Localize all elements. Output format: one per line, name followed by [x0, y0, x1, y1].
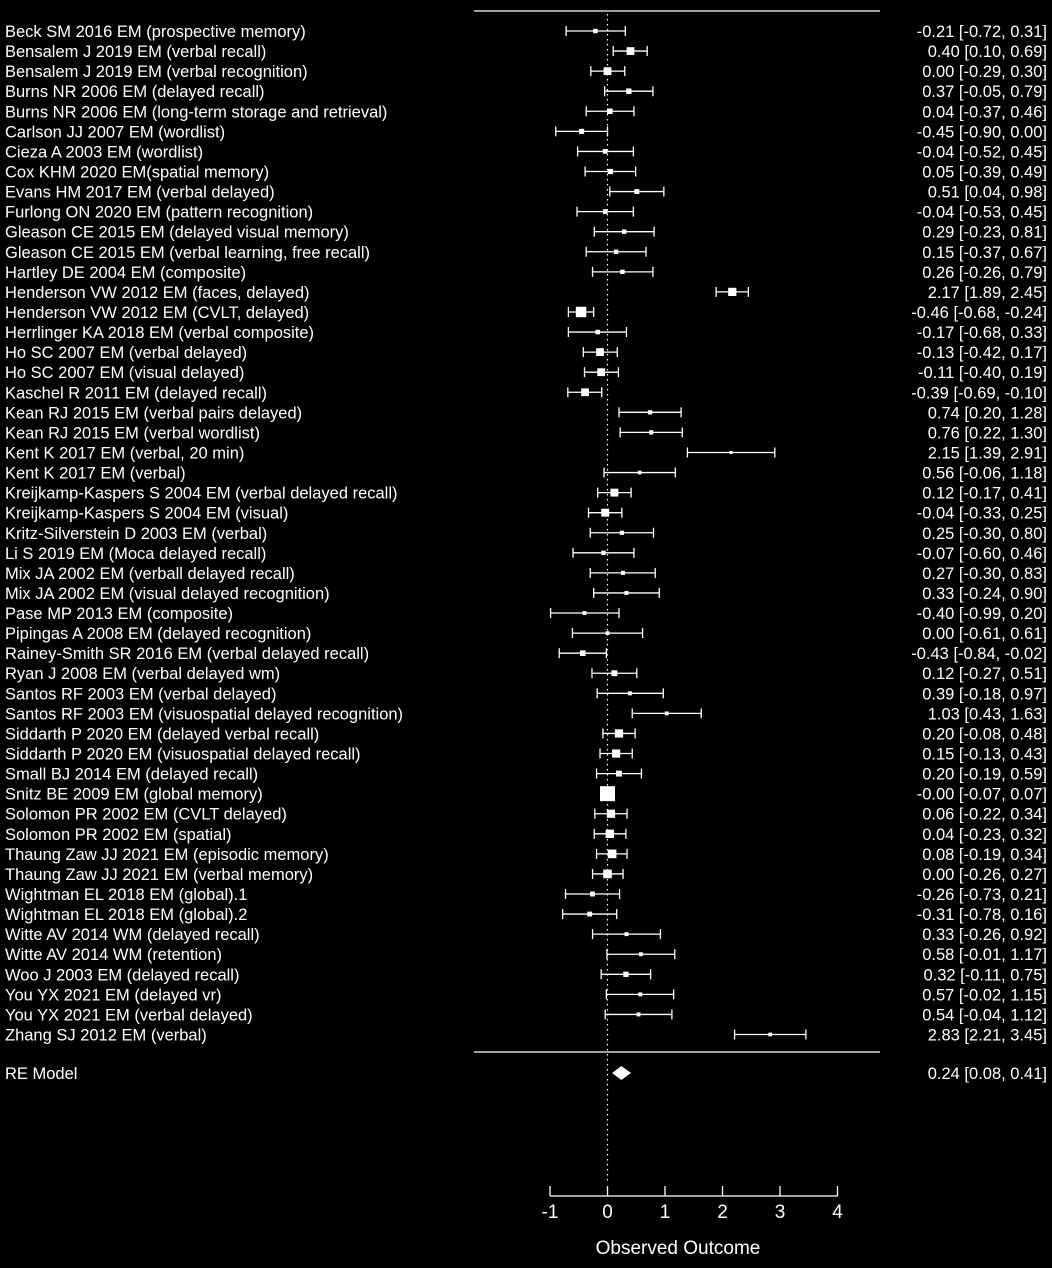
study-label: Pipingas A 2008 EM (delayed recognition) [5, 625, 312, 644]
effect-marker [604, 67, 612, 75]
study-label: Kaschel R 2011 EM (delayed recall) [5, 384, 267, 403]
study-label: You YX 2021 EM (delayed vr) [5, 986, 222, 1005]
study-label: Ho SC 2007 EM (verbal delayed) [5, 344, 248, 363]
effect-marker [597, 368, 605, 376]
study-label: Bensalem J 2019 EM (verbal recall) [5, 43, 267, 62]
study-label: Gleason CE 2015 EM (delayed visual memory) [5, 223, 349, 242]
study-label: Zhang SJ 2012 EM (verbal) [5, 1026, 207, 1045]
study-label: Carlson JJ 2007 EM (wordlist) [5, 123, 226, 142]
effect-marker [623, 972, 628, 977]
study-ci-text: -0.43 [-0.84, -0.02] [911, 645, 1047, 664]
study-label: Herrlinger KA 2018 EM (verbal composite) [5, 324, 315, 343]
study-ci-text: 0.56 [-0.06, 1.18] [922, 464, 1047, 483]
effect-marker [607, 109, 613, 115]
study-ci-text: 0.04 [-0.23, 0.32] [922, 825, 1047, 844]
study-ci-text: -0.40 [-0.99, 0.20] [916, 605, 1047, 624]
study-label: Snitz BE 2009 EM (global memory) [5, 785, 263, 804]
study-label: Burns NR 2006 EM (long-term storage and retrieval) [5, 103, 388, 122]
study-label: Solomon PR 2002 EM (CVLT delayed) [5, 805, 287, 824]
study-label: Kent K 2017 EM (verbal, 20 min) [5, 444, 245, 463]
study-ci-text: 1.03 [0.43, 1.63] [927, 705, 1047, 724]
effect-marker [665, 711, 669, 715]
effect-marker [596, 348, 604, 356]
study-ci-text: 0.39 [-0.18, 0.97] [922, 685, 1047, 704]
study-label: Cox KHM 2020 EM(spatial memory) [5, 163, 270, 182]
study-ci-text: -0.45 [-0.90, 0.00] [916, 123, 1047, 142]
study-ci-text: 0.33 [-0.24, 0.90] [922, 584, 1047, 603]
study-label: Kean RJ 2015 EM (verbal pairs delayed) [5, 404, 303, 423]
study-label: Pase MP 2013 EM (composite) [5, 605, 234, 624]
study-ci-text: 0.74 [0.20, 1.28] [927, 404, 1047, 423]
effect-marker [638, 992, 642, 996]
study-label: Kreijkamp-Kaspers S 2004 EM (visual) [5, 504, 289, 523]
effect-marker [620, 270, 624, 274]
study-label: Mix JA 2002 EM (verball delayed recall) [5, 564, 295, 583]
x-axis-label: Observed Outcome [595, 1238, 761, 1259]
study-ci-text: -0.04 [-0.52, 0.45] [916, 143, 1047, 162]
effect-marker [648, 410, 652, 414]
study-label: Wightman EL 2018 EM (global).1 [5, 886, 248, 905]
study-ci-text: -0.17 [-0.68, 0.33] [916, 324, 1047, 343]
study-label: Gleason CE 2015 EM (verbal learning, free recall) [5, 243, 371, 262]
effect-marker [608, 850, 617, 859]
effect-marker [628, 691, 632, 695]
study-label: Evans HM 2017 EM (verbal delayed) [5, 183, 275, 202]
study-label: Woo J 2003 EM (delayed recall) [5, 966, 240, 985]
study-ci-text: -0.31 [-0.78, 0.16] [916, 906, 1047, 925]
study-ci-text: -0.13 [-0.42, 0.17] [916, 344, 1047, 363]
study-label: Cieza A 2003 EM (wordlist) [5, 143, 204, 162]
study-label: Solomon PR 2002 EM (spatial) [5, 825, 232, 844]
study-label: Small BJ 2014 EM (delayed recall) [5, 765, 259, 784]
effect-marker [603, 209, 608, 214]
x-tick-label: 4 [832, 1202, 843, 1223]
study-label: Kent K 2017 EM (verbal) [5, 464, 186, 483]
study-label: Li S 2019 EM (Moca delayed recall) [5, 544, 267, 563]
study-ci-text: 0.20 [-0.19, 0.59] [922, 765, 1047, 784]
study-ci-text: -0.00 [-0.07, 0.07] [916, 785, 1047, 804]
x-tick-label: 1 [659, 1202, 671, 1223]
effect-marker [606, 830, 614, 838]
effect-marker [580, 650, 586, 656]
study-ci-text: 0.00 [-0.61, 0.61] [922, 625, 1047, 644]
x-tick-label: -1 [541, 1202, 559, 1223]
effect-marker [606, 631, 610, 635]
effect-marker [627, 47, 635, 55]
study-ci-text: 0.27 [-0.30, 0.83] [922, 564, 1047, 583]
study-label: Wightman EL 2018 EM (global).2 [5, 906, 248, 925]
study-label: Burns NR 2006 EM (delayed recall) [5, 83, 265, 102]
study-ci-text: 0.54 [-0.04, 1.12] [922, 1006, 1047, 1025]
effect-marker [624, 591, 628, 595]
effect-marker [622, 229, 626, 233]
effect-marker [649, 430, 653, 434]
study-ci-text: -0.04 [-0.53, 0.45] [916, 203, 1047, 222]
study-label: Siddarth P 2020 EM (visuospatial delayed recall) [5, 745, 361, 764]
study-ci-text: 0.33 [-0.26, 0.92] [922, 926, 1047, 945]
study-ci-text: 0.58 [-0.01, 1.17] [922, 946, 1047, 965]
study-label: Santos RF 2003 EM (visuospatial delayed recognition) [5, 705, 404, 724]
study-label: Hartley DE 2004 EM (composite) [5, 263, 247, 282]
effect-marker [600, 786, 615, 801]
study-label: Beck SM 2016 EM (prospective memory) [5, 23, 306, 41]
effect-marker [615, 729, 623, 737]
study-label: Henderson VW 2012 EM (faces, delayed) [5, 283, 310, 302]
effect-marker [579, 129, 584, 134]
study-ci-text: 0.08 [-0.19, 0.34] [922, 845, 1047, 864]
effect-marker [638, 471, 642, 475]
study-label: Furlong ON 2020 EM (pattern recognition) [5, 203, 314, 222]
effect-marker [625, 932, 629, 936]
effect-marker [593, 29, 597, 33]
study-ci-text: -0.39 [-0.69, -0.10] [911, 384, 1047, 403]
effect-marker [576, 307, 586, 317]
effect-marker [616, 771, 622, 777]
study-ci-text: 0.05 [-0.39, 0.49] [922, 163, 1047, 182]
study-ci-text: 0.15 [-0.37, 0.67] [922, 243, 1047, 262]
effect-marker [611, 670, 617, 676]
study-ci-text: 0.20 [-0.08, 0.48] [922, 725, 1047, 744]
study-ci-text: 0.40 [0.10, 0.69] [927, 43, 1047, 62]
effect-marker [612, 749, 620, 757]
effect-marker [608, 169, 613, 174]
study-ci-text: 0.00 [-0.26, 0.27] [922, 865, 1047, 884]
study-label: Kean RJ 2015 EM (verbal wordlist) [5, 424, 260, 443]
study-ci-text: -0.46 [-0.68, -0.24] [911, 303, 1047, 322]
effect-marker [620, 531, 624, 535]
summary-ci-text: 0.24 [0.08, 0.41] [927, 1065, 1047, 1083]
effect-marker [634, 189, 639, 194]
effect-marker [626, 88, 631, 93]
effect-marker [610, 489, 618, 497]
study-label: Ho SC 2007 EM (visual delayed) [5, 364, 245, 383]
study-ci-text: 2.15 [1.39, 2.91] [927, 444, 1047, 463]
effect-marker [730, 451, 733, 454]
study-label: Bensalem J 2019 EM (verbal recognition) [5, 63, 308, 82]
study-ci-text: 0.57 [-0.02, 1.15] [922, 986, 1047, 1005]
study-ci-text: -0.26 [-0.73, 0.21] [916, 886, 1047, 905]
study-ci-text: 0.26 [-0.26, 0.79] [922, 263, 1047, 282]
effect-marker [603, 149, 608, 154]
effect-marker [768, 1033, 772, 1037]
summary-label: RE Model [5, 1065, 78, 1083]
effect-marker [607, 810, 615, 818]
study-label: Kreijkamp-Kaspers S 2004 EM (verbal delayed recall) [5, 484, 398, 503]
study-label: Henderson VW 2012 EM (CVLT, delayed) [5, 303, 310, 322]
study-ci-text: 0.12 [-0.27, 0.51] [922, 665, 1047, 684]
x-tick-label: 2 [717, 1202, 728, 1223]
effect-marker [728, 288, 736, 296]
effect-marker [621, 571, 625, 575]
study-ci-text: -0.04 [-0.33, 0.25] [916, 504, 1047, 523]
study-ci-text: 0.00 [-0.29, 0.30] [922, 63, 1047, 82]
study-ci-text: 0.29 [-0.23, 0.81] [922, 223, 1047, 242]
effect-marker [639, 952, 643, 956]
study-label: Mix JA 2002 EM (visual delayed recognition) [5, 584, 330, 603]
study-label: Kritz-Silverstein D 2003 EM (verbal) [5, 524, 268, 543]
study-ci-text: 0.32 [-0.11, 0.75] [923, 966, 1047, 985]
effect-marker [601, 551, 605, 555]
study-ci-text: -0.07 [-0.60, 0.46] [916, 544, 1047, 563]
effect-marker [581, 388, 589, 396]
study-ci-text: 0.25 [-0.30, 0.80] [922, 524, 1047, 543]
effect-marker [583, 611, 587, 615]
study-ci-text: -0.21 [-0.72, 0.31] [916, 23, 1047, 41]
study-ci-text: 0.51 [0.04, 0.98] [927, 183, 1047, 202]
x-tick-label: 3 [774, 1202, 786, 1223]
effect-marker [590, 892, 595, 897]
x-tick-label: 0 [602, 1202, 613, 1223]
study-ci-text: 2.17 [1.89, 2.45] [927, 283, 1047, 302]
study-label: Thaung Zaw JJ 2021 EM (verbal memory) [5, 865, 314, 884]
study-label: Santos RF 2003 EM (verbal delayed) [5, 685, 277, 704]
study-label: Rainey-Smith SR 2016 EM (verbal delayed recall) [5, 645, 370, 664]
study-label: Witte AV 2014 WM (delayed recall) [5, 926, 260, 945]
study-ci-text: 0.37 [-0.05, 0.79] [922, 83, 1047, 102]
effect-marker [637, 1012, 641, 1016]
study-label: You YX 2021 EM (verbal delayed) [5, 1006, 253, 1025]
study-ci-text: 0.06 [-0.22, 0.34] [922, 805, 1047, 824]
study-label: Thaung Zaw JJ 2021 EM (episodic memory) [5, 845, 329, 864]
effect-marker [601, 509, 609, 517]
study-ci-text: 0.76 [0.22, 1.30] [927, 424, 1047, 443]
study-ci-text: 0.04 [-0.37, 0.46] [922, 103, 1047, 122]
effect-marker [614, 250, 618, 254]
effect-marker [603, 870, 612, 879]
study-ci-text: 2.83 [2.21, 3.45] [927, 1026, 1047, 1045]
study-ci-text: -0.11 [-0.40, 0.19] [917, 364, 1047, 383]
study-label: Ryan J 2008 EM (verbal delayed wm) [5, 665, 281, 684]
study-ci-text: 0.15 [-0.13, 0.43] [922, 745, 1047, 764]
effect-marker [587, 912, 592, 917]
study-ci-text: 0.12 [-0.17, 0.41] [922, 484, 1047, 503]
effect-marker [595, 330, 600, 335]
study-label: Siddarth P 2020 EM (delayed verbal recall) [5, 725, 320, 744]
study-label: Witte AV 2014 WM (retention) [5, 946, 223, 965]
